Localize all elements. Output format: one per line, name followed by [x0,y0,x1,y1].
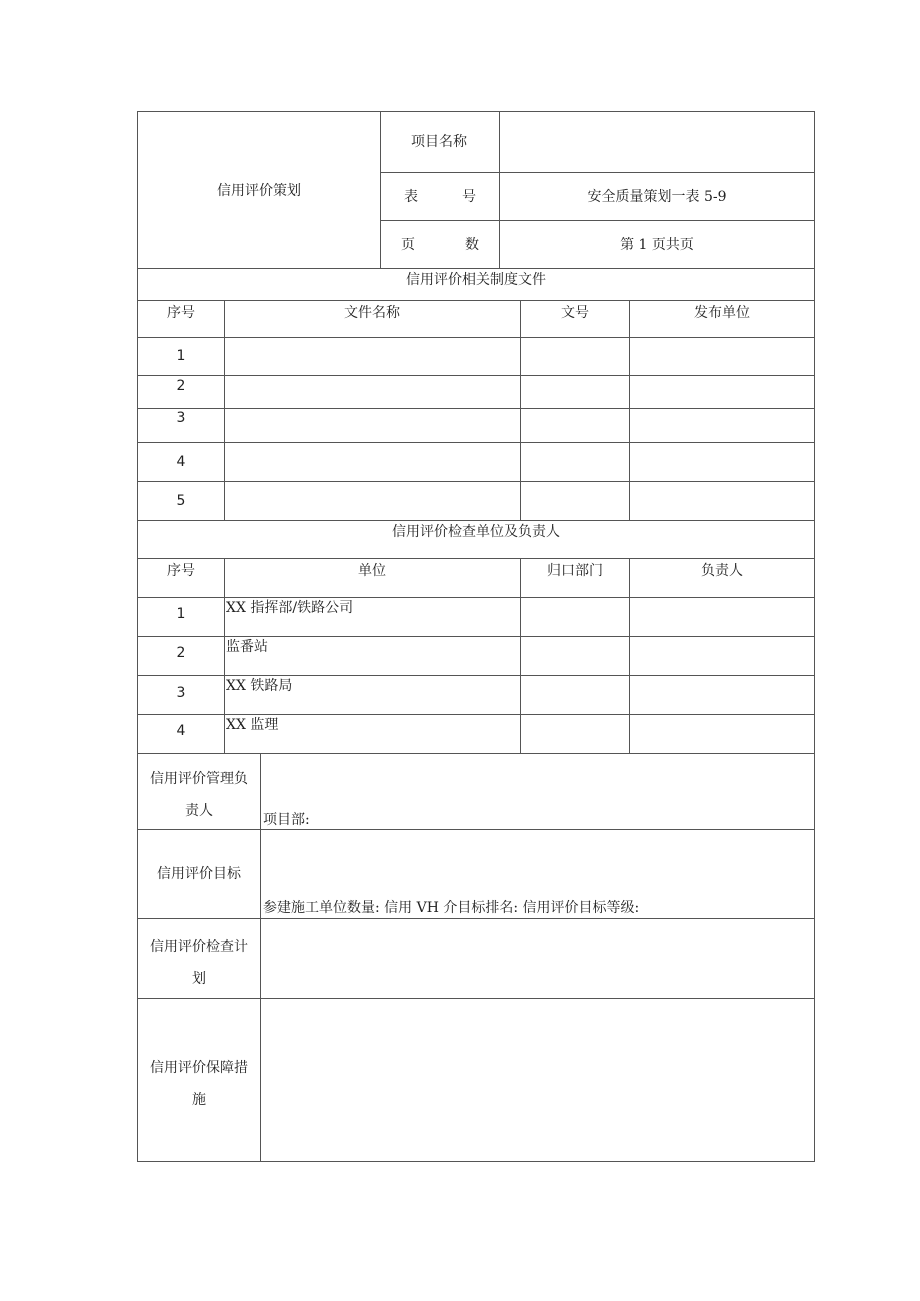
rule [380,111,381,268]
rule [137,636,815,637]
rule [137,998,815,999]
units-row-unit: XX 指挥部/铁路公司 [226,600,354,616]
rule [137,408,815,409]
form-no-label-a: 表 [404,189,418,205]
manager-label [139,763,259,827]
docs-col-issuer: 发布单位 [694,305,750,321]
rule [520,558,521,753]
docs-col-name: 文件名称 [344,305,400,321]
rule [137,597,815,598]
measures-label-line: 信用评价保障措 [150,1060,248,1076]
manager-value: 项目部: [263,812,310,828]
plan-label-line: 划 [192,971,206,987]
project-name-label: 项目名称 [411,134,467,150]
measures-label-line: 施 [192,1092,206,1108]
form-title: 信用评价策划 [217,183,301,199]
target-label [139,858,259,890]
units-col-no: 序号 [167,563,195,579]
docs-col-no: 序号 [167,305,195,321]
rule [137,520,815,521]
units-row-unit: XX 监理 [226,717,279,733]
target-value: 参建施工单位数量: 信用 VH 介目标排名: 信用评价目标等级: [263,900,640,916]
rule [137,300,815,301]
rule [137,753,815,754]
pages-value: 第 1 页共页 [620,237,694,253]
units-row-no: 3 [176,685,186,701]
rule [137,375,815,376]
docs-row-no: 1 [176,348,186,364]
rule [137,714,815,715]
docs-row-no: 5 [176,493,186,509]
rule [380,220,814,221]
target-label-line: 信用评价目标 [157,866,241,882]
rule [224,300,225,520]
rule [260,753,261,1162]
docs-col-doc-no: 文号 [561,305,589,321]
manager-label-line: 责人 [185,803,213,819]
docs-section-title: 信用评价相关制度文件 [406,272,546,288]
rule [629,558,630,753]
docs-row-no: 3 [176,410,186,426]
units-row-no: 1 [176,606,186,622]
rule [137,337,815,338]
rule [629,300,630,520]
plan-label [139,931,259,995]
rule [520,300,521,520]
rule [224,558,225,753]
plan-label-line: 信用评价检查计 [150,939,248,955]
rule [137,481,815,482]
units-row-no: 2 [176,645,186,661]
units-row-unit: 监番站 [226,639,268,655]
measures-label [139,1052,259,1116]
docs-row-no: 2 [176,378,186,394]
units-col-unit: 单位 [358,563,386,579]
rule [137,558,815,559]
rule [137,918,815,919]
rule [137,268,815,269]
pages-label-a: 页 [401,237,415,253]
units-row-unit: XX 铁路局 [226,678,293,694]
pages-label-b: 数 [465,237,479,253]
rule [380,172,814,173]
units-col-dept: 归口部门 [547,563,603,579]
rule [137,829,815,830]
manager-label-line: 信用评价管理负 [150,771,248,787]
rule [137,442,815,443]
rule [499,111,500,268]
units-row-no: 4 [176,723,186,739]
rule [137,675,815,676]
docs-row-no: 4 [176,454,186,470]
units-section-title: 信用评价检查单位及负责人 [392,524,560,540]
form-no-label-b: 号 [462,189,476,205]
form-no-value: 安全质量策划一表 5-9 [587,189,727,205]
units-col-person: 负责人 [701,563,743,579]
